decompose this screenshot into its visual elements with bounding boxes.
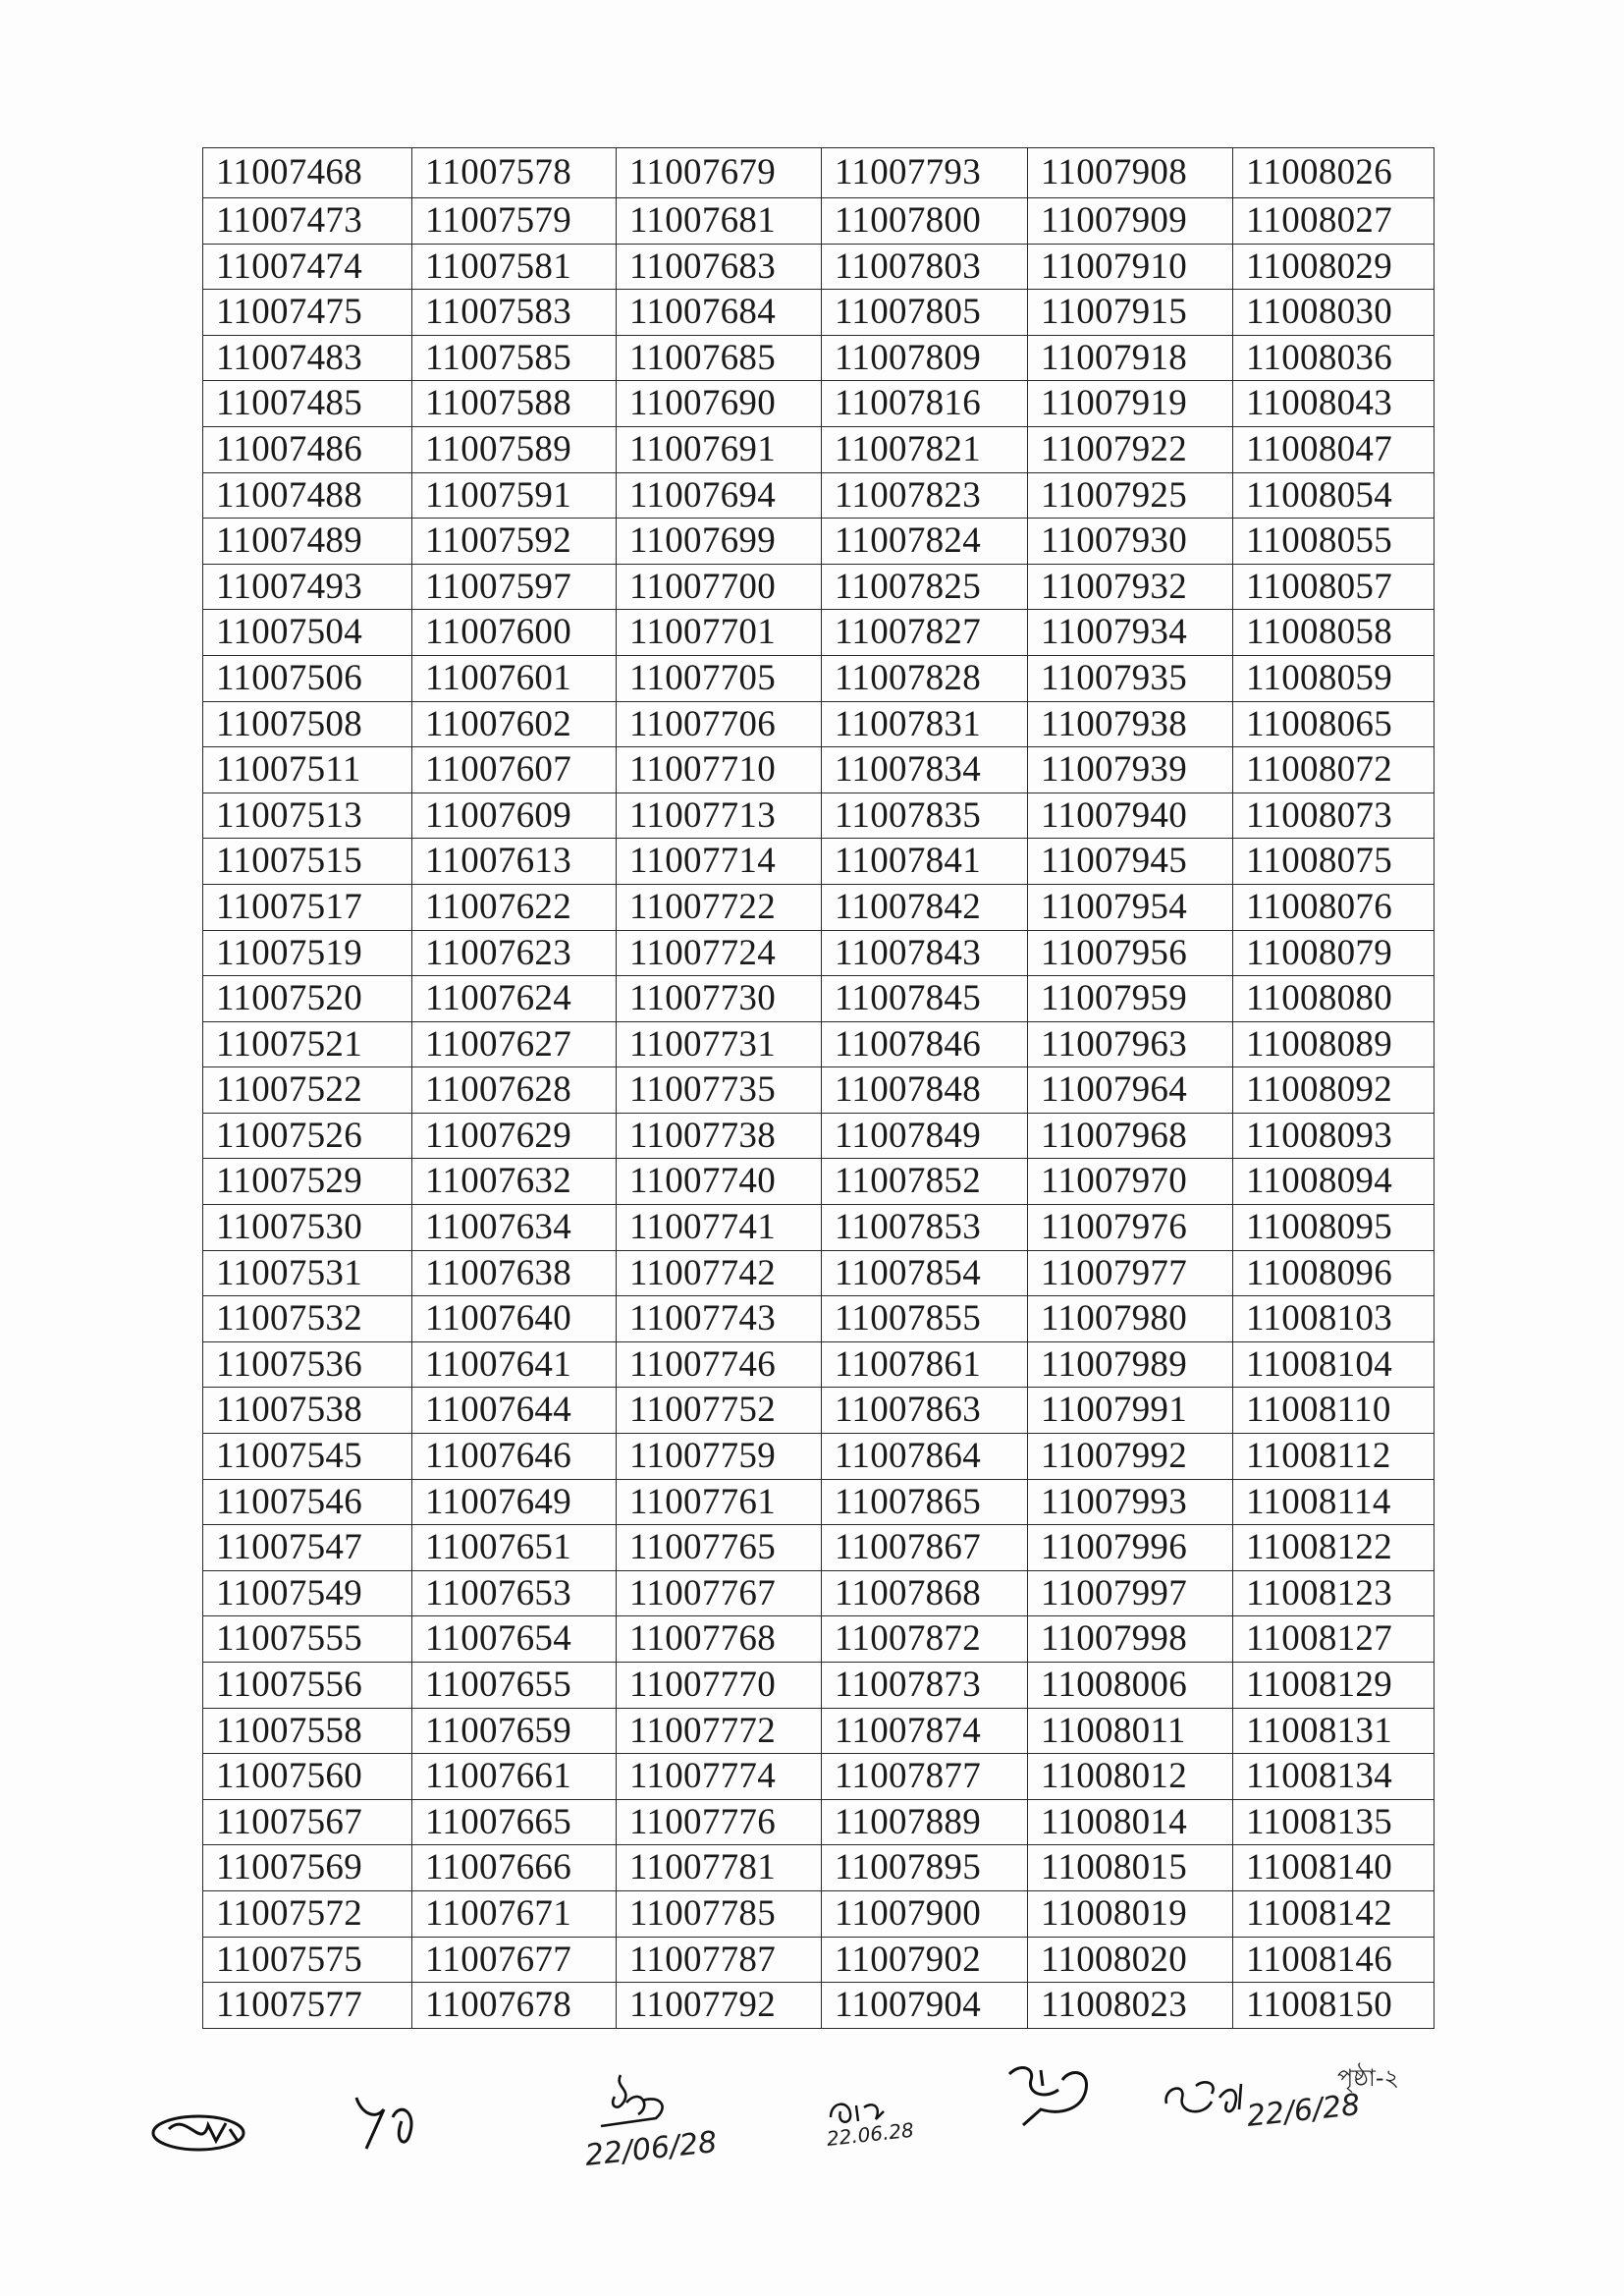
roll-number-cell: 11008043	[1233, 381, 1435, 427]
roll-number-cell: 11007714	[617, 839, 822, 885]
table-row	[203, 564, 1435, 610]
roll-number-cell: 11007976	[1028, 1205, 1233, 1251]
roll-number-cell: 11007549	[203, 1570, 412, 1616]
roll-number-cell: 11008089	[1233, 1021, 1435, 1067]
roll-number-cell: 11008093	[1233, 1113, 1435, 1159]
roll-number-cell: 11007700	[617, 564, 822, 610]
roll-number-cell: 11007628	[412, 1067, 617, 1114]
roll-number-cell: 11008080	[1233, 976, 1435, 1022]
roll-number-cell: 11007774	[617, 1754, 822, 1800]
roll-number-cell: 11007908	[1028, 148, 1233, 198]
roll-number-cell: 11008075	[1233, 839, 1435, 885]
table-row	[203, 335, 1435, 381]
roll-number-cell: 11007531	[203, 1250, 412, 1296]
roll-number-cell: 11007504	[203, 610, 412, 656]
roll-number-cell: 11007816	[822, 381, 1028, 427]
roll-number-cell: 11008012	[1028, 1754, 1233, 1800]
roll-number-cell: 11007900	[822, 1890, 1028, 1937]
roll-number-cell: 11007831	[822, 701, 1028, 747]
roll-number-cell: 11007781	[617, 1845, 822, 1891]
roll-number-cell: 11008015	[1028, 1845, 1233, 1891]
roll-number-cell: 11007738	[617, 1113, 822, 1159]
roll-number-cell: 11007588	[412, 381, 617, 427]
roll-number-cell: 11007486	[203, 426, 412, 472]
roll-number-cell: 11007902	[822, 1937, 1028, 1983]
table-row	[203, 839, 1435, 885]
roll-number-cell: 11007895	[822, 1845, 1028, 1891]
roll-number-cell: 11007930	[1028, 519, 1233, 565]
roll-number-cell: 11007649	[412, 1479, 617, 1525]
roll-number-cell: 11007767	[617, 1570, 822, 1616]
table-row	[203, 1434, 1435, 1480]
table-row	[203, 976, 1435, 1022]
page-number: পৃষ্ঠা-২	[1337, 2064, 1400, 2092]
roll-number-cell: 11007529	[203, 1159, 412, 1205]
roll-number-cell: 11008054	[1233, 472, 1435, 519]
table-row	[203, 1754, 1435, 1800]
roll-number-cell: 11007939	[1028, 747, 1233, 793]
roll-number-cell: 11007998	[1028, 1616, 1233, 1663]
table-row	[203, 148, 1435, 198]
roll-number-cell: 11007475	[203, 290, 412, 336]
signature-date-3: 22/6/28	[1245, 2088, 1362, 2134]
roll-number-cell: 11007640	[412, 1296, 617, 1342]
roll-number-cell: 11008094	[1233, 1159, 1435, 1205]
roll-number-cell: 11007970	[1028, 1159, 1233, 1205]
roll-number-cell: 11007954	[1028, 884, 1233, 930]
roll-number-cell: 11007841	[822, 839, 1028, 885]
roll-number-cell: 11007493	[203, 564, 412, 610]
roll-number-cell: 11007872	[822, 1616, 1028, 1663]
roll-number-cell: 11007992	[1028, 1434, 1233, 1480]
table-row	[203, 930, 1435, 976]
roll-number-cell: 11007522	[203, 1067, 412, 1114]
roll-number-cell: 11007805	[822, 290, 1028, 336]
roll-number-cell: 11007877	[822, 1754, 1028, 1800]
roll-number-cell: 11007705	[617, 655, 822, 701]
table-row	[203, 1388, 1435, 1434]
roll-number-cell: 11007742	[617, 1250, 822, 1296]
table-row	[203, 1845, 1435, 1891]
roll-number-cell: 11007713	[617, 793, 822, 839]
roll-number-cell: 11007825	[822, 564, 1028, 610]
table-row	[203, 1067, 1435, 1114]
roll-number-cell: 11007706	[617, 701, 822, 747]
table-row	[203, 610, 1435, 656]
roll-number-cell: 11007743	[617, 1296, 822, 1342]
roll-number-cell: 11008011	[1028, 1708, 1233, 1754]
roll-number-cell: 11007685	[617, 335, 822, 381]
table-row	[203, 747, 1435, 793]
roll-number-cell: 11008127	[1233, 1616, 1435, 1663]
roll-number-cell: 11008006	[1028, 1663, 1233, 1709]
table-row	[203, 1708, 1435, 1754]
roll-number-cell: 11007567	[203, 1799, 412, 1845]
roll-number-cell: 11007558	[203, 1708, 412, 1754]
roll-number-cell: 11008020	[1028, 1937, 1233, 1983]
roll-number-cell: 11007474	[203, 244, 412, 290]
roll-number-cell: 11007547	[203, 1525, 412, 1571]
roll-number-cell: 11007925	[1028, 472, 1233, 519]
roll-number-cell: 11007874	[822, 1708, 1028, 1754]
roll-number-cell: 11007835	[822, 793, 1028, 839]
roll-number-cell: 11007993	[1028, 1479, 1233, 1525]
roll-number-cell: 11007521	[203, 1021, 412, 1067]
table-row	[203, 1341, 1435, 1388]
roll-number-cell: 11007572	[203, 1890, 412, 1937]
roll-number-cell: 11008014	[1028, 1799, 1233, 1845]
roll-number-cell: 11007666	[412, 1845, 617, 1891]
roll-number-cell: 11008055	[1233, 519, 1435, 565]
table-row	[203, 701, 1435, 747]
table-row	[203, 793, 1435, 839]
table-row	[203, 1250, 1435, 1296]
roll-number-table	[202, 147, 1435, 2029]
roll-number-cell: 11007506	[203, 655, 412, 701]
roll-number-cell: 11007520	[203, 976, 412, 1022]
table-row	[203, 1479, 1435, 1525]
roll-number-cell: 11007632	[412, 1159, 617, 1205]
roll-number-cell: 11007919	[1028, 381, 1233, 427]
table-row	[203, 655, 1435, 701]
roll-number-cell: 11007989	[1028, 1341, 1233, 1388]
roll-number-cell: 11007809	[822, 335, 1028, 381]
roll-number-cell: 11007991	[1028, 1388, 1233, 1434]
roll-number-cell: 11007741	[617, 1205, 822, 1251]
roll-number-cell: 11007761	[617, 1479, 822, 1525]
roll-number-cell: 11007638	[412, 1250, 617, 1296]
roll-number-cell: 11008027	[1233, 198, 1435, 245]
table-row	[203, 1616, 1435, 1663]
roll-number-cell: 11007821	[822, 426, 1028, 472]
roll-number-cell: 11007634	[412, 1205, 617, 1251]
roll-number-cell: 11007824	[822, 519, 1028, 565]
roll-number-cell: 11007730	[617, 976, 822, 1022]
roll-number-cell: 11007569	[203, 1845, 412, 1891]
roll-number-cell: 11007624	[412, 976, 617, 1022]
roll-number-cell: 11007843	[822, 930, 1028, 976]
table-row	[203, 1937, 1435, 1983]
roll-number-cell: 11008129	[1233, 1663, 1435, 1709]
roll-number-cell: 11007678	[412, 1983, 617, 2029]
table-row	[203, 1983, 1435, 2029]
roll-number-cell: 11007759	[617, 1434, 822, 1480]
roll-number-cell: 11008029	[1233, 244, 1435, 290]
roll-number-cell: 11007530	[203, 1205, 412, 1251]
roll-number-cell: 11007865	[822, 1479, 1028, 1525]
roll-number-cell: 11007679	[617, 148, 822, 198]
roll-number-cell: 11007977	[1028, 1250, 1233, 1296]
roll-number-cell: 11007575	[203, 1937, 412, 1983]
roll-number-cell: 11007578	[412, 148, 617, 198]
roll-number-cell: 11007646	[412, 1434, 617, 1480]
roll-number-cell: 11007770	[617, 1663, 822, 1709]
signature-5	[1001, 2060, 1119, 2134]
roll-number-cell: 11008079	[1233, 930, 1435, 976]
roll-number-cell: 11008131	[1233, 1708, 1435, 1754]
roll-number-cell: 11007793	[822, 148, 1028, 198]
roll-number-cell: 11007855	[822, 1296, 1028, 1342]
roll-number-cell: 11008150	[1233, 1983, 1435, 2029]
roll-number-cell: 11007959	[1028, 976, 1233, 1022]
roll-number-cell: 11007560	[203, 1754, 412, 1800]
roll-number-cell: 11007597	[412, 564, 617, 610]
roll-number-cell: 11008036	[1233, 335, 1435, 381]
roll-number-cell: 11008072	[1233, 747, 1435, 793]
table-row	[203, 244, 1435, 290]
roll-number-cell: 11007607	[412, 747, 617, 793]
roll-number-cell: 11007665	[412, 1799, 617, 1845]
roll-number-cell: 11007853	[822, 1205, 1028, 1251]
roll-number-cell: 11007846	[822, 1021, 1028, 1067]
roll-number-cell: 11007555	[203, 1616, 412, 1663]
table-row	[203, 1021, 1435, 1067]
table-row	[203, 381, 1435, 427]
roll-number-cell: 11007792	[617, 1983, 822, 2029]
roll-number-cell: 11007765	[617, 1525, 822, 1571]
signature-2	[349, 2092, 437, 2165]
table-row	[203, 1570, 1435, 1616]
roll-number-cell: 11007828	[822, 655, 1028, 701]
roll-number-cell: 11007629	[412, 1113, 617, 1159]
roll-number-cell: 11007485	[203, 381, 412, 427]
roll-number-cell: 11007731	[617, 1021, 822, 1067]
roll-number-cell: 11008135	[1233, 1799, 1435, 1845]
roll-number-cell: 11007940	[1028, 793, 1233, 839]
roll-number-cell: 11007834	[822, 747, 1028, 793]
roll-number-cell: 11007823	[822, 472, 1028, 519]
roll-number-cell: 11007776	[617, 1799, 822, 1845]
table-row	[203, 1205, 1435, 1251]
roll-number-cell: 11007513	[203, 793, 412, 839]
roll-number-cell: 11007934	[1028, 610, 1233, 656]
roll-number-cell: 11007852	[822, 1159, 1028, 1205]
roll-number-cell: 11008073	[1233, 793, 1435, 839]
roll-number-cell: 11008019	[1028, 1890, 1233, 1937]
roll-number-cell: 11007724	[617, 930, 822, 976]
roll-number-cell: 11007517	[203, 884, 412, 930]
table-row	[203, 198, 1435, 245]
roll-number-cell: 11007699	[617, 519, 822, 565]
roll-number-cell: 11008103	[1233, 1296, 1435, 1342]
table-row	[203, 1799, 1435, 1845]
roll-number-cell: 11007659	[412, 1708, 617, 1754]
roll-number-cell: 11008146	[1233, 1937, 1435, 1983]
roll-number-cell: 11007526	[203, 1113, 412, 1159]
roll-number-cell: 11007627	[412, 1021, 617, 1067]
roll-number-cell: 11007867	[822, 1525, 1028, 1571]
signature-date-2: 22.06.28	[825, 2117, 915, 2151]
roll-number-cell: 11007577	[203, 1983, 412, 2029]
roll-number-cell: 11007735	[617, 1067, 822, 1114]
roll-number-cell: 11007980	[1028, 1296, 1233, 1342]
roll-number-cell: 11007701	[617, 610, 822, 656]
table-row	[203, 1113, 1435, 1159]
roll-number-cell: 11007585	[412, 335, 617, 381]
roll-number-cell: 11007787	[617, 1937, 822, 1983]
roll-number-cell: 11007556	[203, 1663, 412, 1709]
roll-number-cell: 11007661	[412, 1754, 617, 1800]
roll-number-cell: 11007671	[412, 1890, 617, 1937]
roll-number-cell: 11007772	[617, 1708, 822, 1754]
roll-number-cell: 11008112	[1233, 1434, 1435, 1480]
roll-number-cell: 11007601	[412, 655, 617, 701]
roll-number-cell: 11008123	[1233, 1570, 1435, 1616]
roll-number-cell: 11007868	[822, 1570, 1028, 1616]
roll-number-cell: 11007545	[203, 1434, 412, 1480]
table-row	[203, 1663, 1435, 1709]
roll-number-cell: 11008095	[1233, 1205, 1435, 1251]
roll-number-cell: 11007848	[822, 1067, 1028, 1114]
roll-number-cell: 11007592	[412, 519, 617, 565]
roll-number-cell: 11007591	[412, 472, 617, 519]
roll-number-cell: 11007511	[203, 747, 412, 793]
roll-number-cell: 11007873	[822, 1663, 1028, 1709]
roll-number-cell: 11007803	[822, 244, 1028, 290]
roll-number-cell: 11007653	[412, 1570, 617, 1616]
table-row	[203, 1296, 1435, 1342]
roll-number-cell: 11007968	[1028, 1113, 1233, 1159]
table-row	[203, 1525, 1435, 1571]
roll-number-cell: 11008134	[1233, 1754, 1435, 1800]
roll-number-cell: 11007684	[617, 290, 822, 336]
roll-number-cell: 11007488	[203, 472, 412, 519]
roll-number-cell: 11007740	[617, 1159, 822, 1205]
roll-number-cell: 11008023	[1028, 1983, 1233, 2029]
roll-number-cell: 11008058	[1233, 610, 1435, 656]
roll-number-cell: 11007468	[203, 148, 412, 198]
roll-number-cell: 11007515	[203, 839, 412, 885]
roll-number-cell: 11007854	[822, 1250, 1028, 1296]
roll-number-cell: 11007683	[617, 244, 822, 290]
roll-number-cell: 11008059	[1233, 655, 1435, 701]
roll-number-cell: 11007938	[1028, 701, 1233, 747]
roll-number-cell: 11007622	[412, 884, 617, 930]
roll-number-cell: 11007483	[203, 335, 412, 381]
roll-number-cell: 11007609	[412, 793, 617, 839]
roll-number-cell: 11007694	[617, 472, 822, 519]
roll-number-cell: 11007963	[1028, 1021, 1233, 1067]
roll-number-cell: 11007581	[412, 244, 617, 290]
roll-number-cell: 11007904	[822, 1983, 1028, 2029]
roll-number-cell: 11007651	[412, 1525, 617, 1571]
roll-number-cell: 11007922	[1028, 426, 1233, 472]
roll-number-cell: 11007644	[412, 1388, 617, 1434]
roll-number-cell: 11007932	[1028, 564, 1233, 610]
table-row	[203, 884, 1435, 930]
roll-number-cell: 11007532	[203, 1296, 412, 1342]
table-row	[203, 1159, 1435, 1205]
signature-1	[147, 2102, 255, 2165]
roll-number-cell: 11008104	[1233, 1341, 1435, 1388]
roll-number-cell: 11007473	[203, 198, 412, 245]
roll-number-cell: 11007546	[203, 1479, 412, 1525]
roll-number-cell: 11007863	[822, 1388, 1028, 1434]
roll-number-cell: 11007997	[1028, 1570, 1233, 1616]
roll-number-cell: 11007752	[617, 1388, 822, 1434]
roll-number-cell: 11007677	[412, 1937, 617, 1983]
table-row	[203, 519, 1435, 565]
roll-number-cell: 11007849	[822, 1113, 1028, 1159]
roll-number-cell: 11008092	[1233, 1067, 1435, 1114]
roll-number-cell: 11007589	[412, 426, 617, 472]
roll-number-cell: 11008026	[1233, 148, 1435, 198]
table-row	[203, 1890, 1435, 1937]
roll-number-cell: 11007623	[412, 930, 617, 976]
roll-number-cell: 11007889	[822, 1799, 1028, 1845]
roll-number-cell: 11007722	[617, 884, 822, 930]
roll-number-cell: 11008047	[1233, 426, 1435, 472]
table-row	[203, 290, 1435, 336]
roll-number-cell: 11007654	[412, 1616, 617, 1663]
roll-number-cell: 11007910	[1028, 244, 1233, 290]
roll-number-cell: 11007536	[203, 1341, 412, 1388]
table-row	[203, 426, 1435, 472]
roll-number-cell: 11007945	[1028, 839, 1233, 885]
roll-number-cell: 11008057	[1233, 564, 1435, 610]
signature-date-1: 22/06/28	[583, 2125, 719, 2173]
roll-number-cell: 11008110	[1233, 1388, 1435, 1434]
roll-number-cell: 11007602	[412, 701, 617, 747]
roll-number-cell: 11007864	[822, 1434, 1028, 1480]
roll-number-cell: 11007918	[1028, 335, 1233, 381]
roll-number-cell: 11007935	[1028, 655, 1233, 701]
roll-number-cell: 11007519	[203, 930, 412, 976]
roll-number-cell: 11007538	[203, 1388, 412, 1434]
roll-number-cell: 11007579	[412, 198, 617, 245]
roll-number-cell: 11007996	[1028, 1525, 1233, 1571]
roll-number-cell: 11007956	[1028, 930, 1233, 976]
roll-number-cell: 11007915	[1028, 290, 1233, 336]
roll-number-cell: 11007800	[822, 198, 1028, 245]
roll-number-cell: 11007768	[617, 1616, 822, 1663]
roll-number-cell: 11008096	[1233, 1250, 1435, 1296]
roll-number-cell: 11008030	[1233, 290, 1435, 336]
roll-number-cell: 11007583	[412, 290, 617, 336]
roll-number-cell: 11008122	[1233, 1525, 1435, 1571]
roll-number-cell: 11007964	[1028, 1067, 1233, 1114]
roll-number-cell: 11008114	[1233, 1479, 1435, 1525]
roll-number-cell: 11007600	[412, 610, 617, 656]
roll-number-cell: 11008142	[1233, 1890, 1435, 1937]
roll-number-cell: 11007827	[822, 610, 1028, 656]
roll-number-cell: 11007690	[617, 381, 822, 427]
roll-number-cell: 11007655	[412, 1663, 617, 1709]
roll-number-cell: 11007842	[822, 884, 1028, 930]
roll-number-cell: 11008076	[1233, 884, 1435, 930]
roll-number-cell: 11007681	[617, 198, 822, 245]
roll-number-cell: 11007746	[617, 1341, 822, 1388]
roll-number-cell: 11007489	[203, 519, 412, 565]
table-row	[203, 472, 1435, 519]
roll-number-cell: 11007909	[1028, 198, 1233, 245]
roll-number-table-body	[203, 148, 1435, 2029]
roll-number-cell: 11007845	[822, 976, 1028, 1022]
roll-number-cell: 11007785	[617, 1890, 822, 1937]
roll-number-cell: 11007508	[203, 701, 412, 747]
roll-number-cell: 11008140	[1233, 1845, 1435, 1891]
roll-number-cell: 11007691	[617, 426, 822, 472]
roll-number-cell: 11008065	[1233, 701, 1435, 747]
roll-number-cell: 11007861	[822, 1341, 1028, 1388]
roll-number-cell: 11007613	[412, 839, 617, 885]
roll-number-cell: 11007710	[617, 747, 822, 793]
roll-number-cell: 11007641	[412, 1341, 617, 1388]
